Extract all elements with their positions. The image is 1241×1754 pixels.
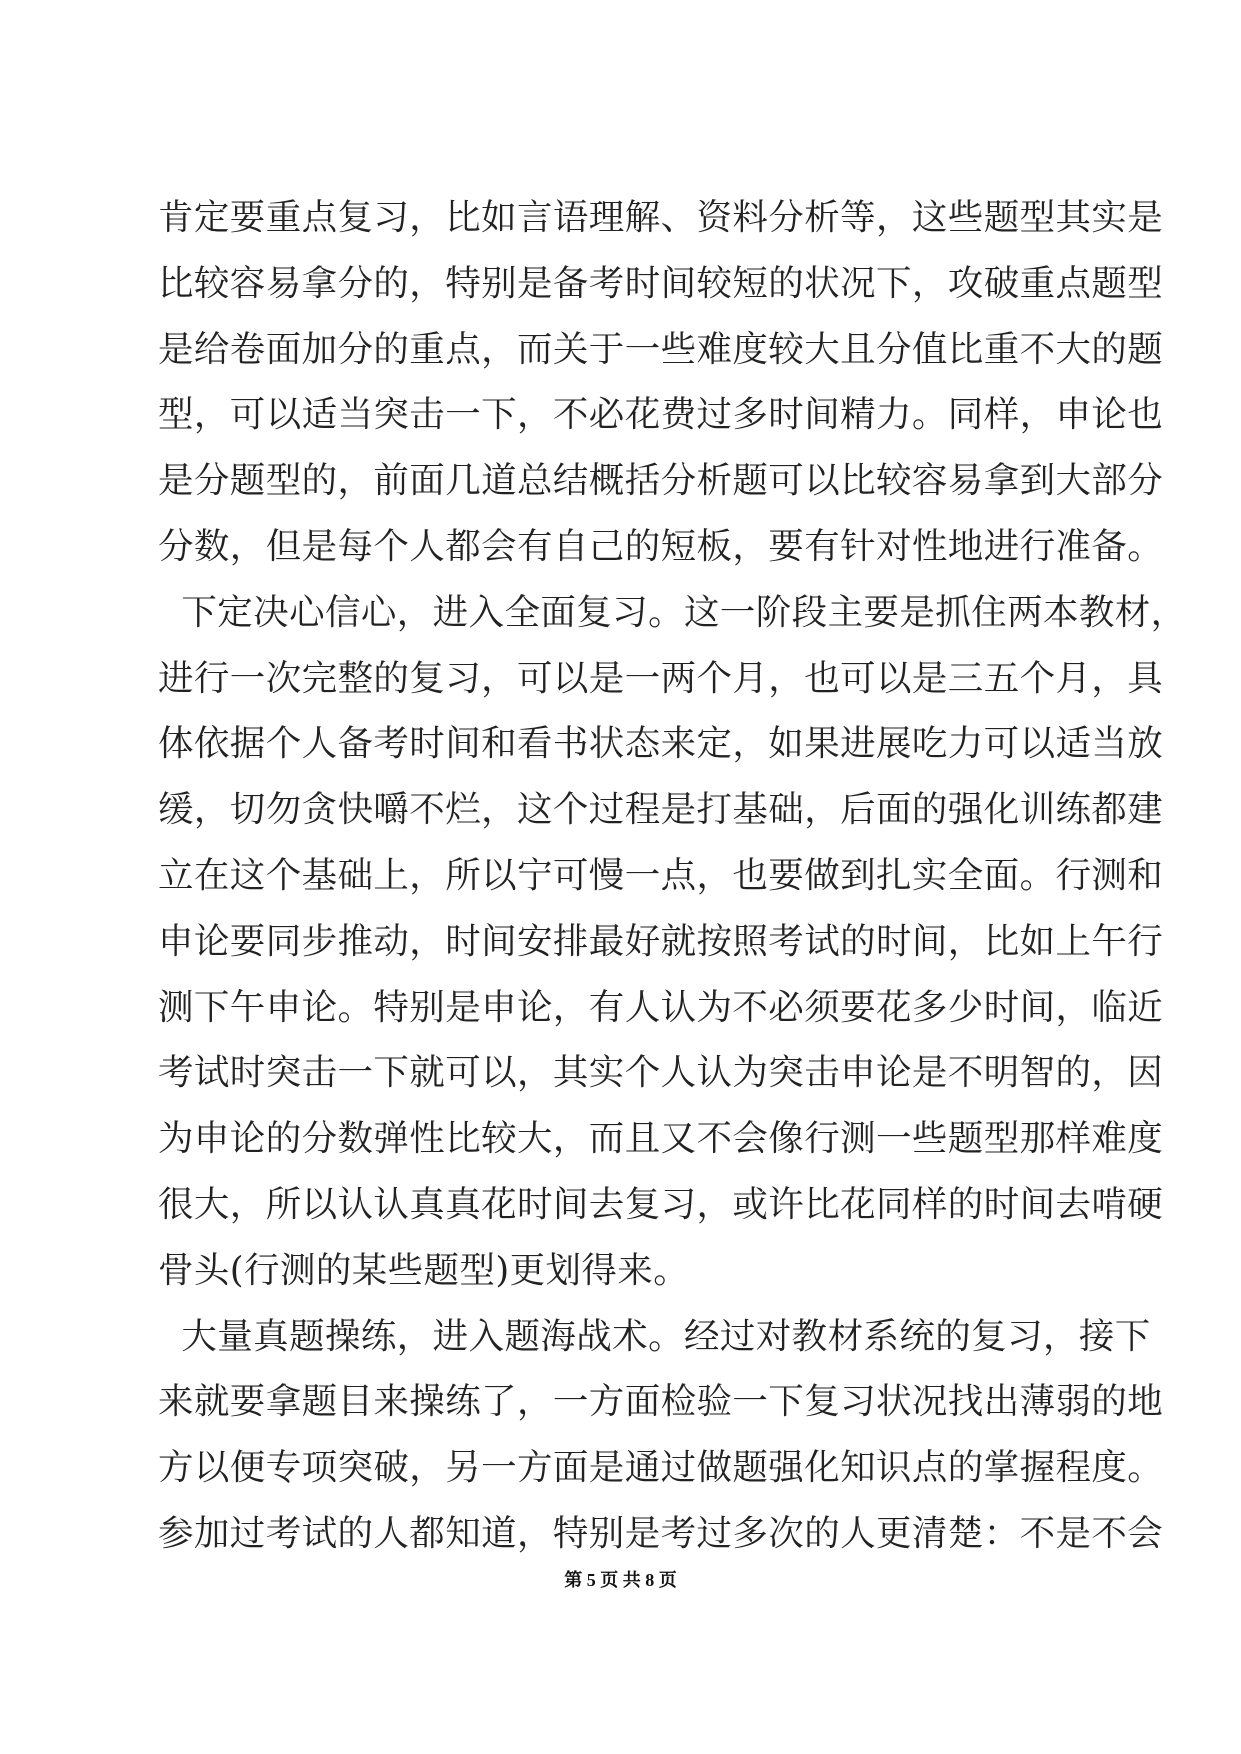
text-line: 体依据个人备考时间和看书状态来定，如果进展吃力可以适当放 xyxy=(158,723,1164,765)
text-line: 下定决心信心，进入全面复习。这一阶段主要是抓住两本教材， xyxy=(158,591,1187,633)
text-line: 来就要拿题目来操练了，一方面检验一下复习状况找出薄弱的地 xyxy=(158,1381,1164,1423)
page-number-footer: 第 5 页 共 8 页 xyxy=(564,1570,677,1590)
text-line: 申论要同步推动，时间安排最好就按照考试的时间，比如上午行 xyxy=(158,920,1164,962)
text-line: 分数，但是每个人都会有自己的短板，要有针对性地进行准备。 xyxy=(158,525,1164,567)
text-line: 进行一次完整的复习，可以是一两个月，也可以是三五个月，具 xyxy=(158,657,1164,699)
text-line: 是分题型的，前面几道总结概括分析题可以比较容易拿到大部分 xyxy=(158,460,1164,502)
text-line: 立在这个基础上，所以宁可慢一点，也要做到扎实全面。行测和 xyxy=(158,854,1164,896)
text-line: 肯定要重点复习，比如言语理解、资料分析等，这些题型其实是 xyxy=(158,197,1164,238)
text-line: 参加过考试的人都知道，特别是考过多次的人更清楚：不是不会 xyxy=(158,1512,1164,1554)
text-line: 为申论的分数弹性比较大，而且又不会像行测一些题型那样难度 xyxy=(158,1118,1164,1160)
text-line: 骨头(行测的某些题型)更划得来。 xyxy=(158,1249,690,1291)
text-line: 考试时突击一下就可以，其实个人认为突击申论是不明智的，因 xyxy=(158,1052,1164,1094)
text-line: 型，可以适当突击一下，不必花费过多时间精力。同样，申论也 xyxy=(158,394,1164,436)
text-line: 比较容易拿分的，特别是备考时间较短的状况下，攻破重点题型 xyxy=(158,262,1164,304)
text-line: 方以便专项突破，另一方面是通过做题强化知识点的掌握程度。 xyxy=(158,1447,1164,1489)
text-line: 缓，切勿贪快嚼不烂，这个过程是打基础，后面的强化训练都建 xyxy=(158,789,1164,831)
body-text xyxy=(158,185,1187,1567)
text-line: 测下午申论。特别是申论，有人认为不必须要花多少时间，临近 xyxy=(158,986,1164,1028)
text-line: 很大，所以认认真真花时间去复习，或许比花同样的时间去啃硬 xyxy=(158,1183,1164,1225)
text-line: 大量真题操练，进入题海战术。经过对教材系统的复习，接下 xyxy=(158,1315,1151,1357)
text-line: 是给卷面加分的重点，而关于一些难度较大且分值比重不大的题 xyxy=(158,328,1164,370)
